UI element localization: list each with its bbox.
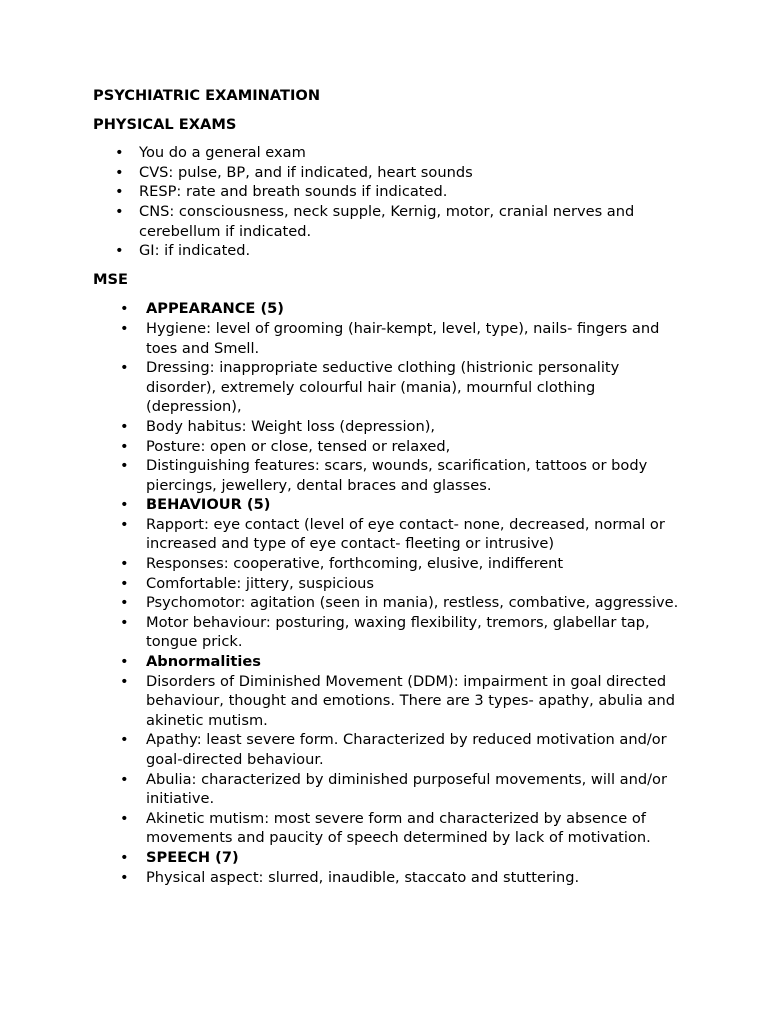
bullet-icon: • — [120, 613, 129, 631]
list-item-text: Abulia: characterized by diminished purposeful movements, will and/or initiative. — [146, 770, 667, 808]
list-item-text: Comfortable: jittery, suspicious — [146, 574, 374, 592]
list-item-text: Posture: open or close, tensed or relaxed, — [146, 437, 451, 455]
list-item — [93, 672, 693, 731]
bullet-icon: • — [120, 515, 129, 533]
list-item-text: BEHAVIOUR (5) — [146, 496, 271, 514]
bullet-icon: • — [120, 731, 129, 749]
list-item-text: APPEARANCE (5) — [146, 300, 284, 318]
list-item-text: Hygiene: level of grooming (hair-kempt, level, type), nails- fingers and toes and Smell. — [146, 319, 660, 357]
bullet-icon: • — [120, 359, 129, 377]
mse-heading: MSE — [93, 270, 129, 288]
list-item-text: Apathy: least severe form. Characterized by reduced motivation and/or goal-directed behaviour. — [146, 731, 667, 768]
list-item — [93, 495, 693, 515]
mse-list — [93, 299, 693, 887]
list-item-text: Body habitus: Weight loss (depression), — [146, 417, 436, 435]
list-item-text: GI: if indicated. — [139, 242, 251, 260]
list-item-text: Motor behaviour: posturing, waxing flexibility, tremors, glabellar tap, tongue prick. — [146, 613, 650, 651]
bullet-icon: • — [115, 144, 124, 162]
bullet-icon: • — [120, 457, 129, 475]
list-item-text: SPEECH (7) — [146, 848, 239, 866]
bullet-icon: • — [115, 242, 124, 260]
bullet-icon: • — [120, 300, 129, 318]
document-page — [93, 86, 693, 887]
bullet-icon: • — [120, 555, 129, 573]
list-item-text: CNS: consciousness, neck supple, Kernig, motor, cranial nerves and cerebellum if indicated. — [139, 202, 635, 240]
list-item-text: Rapport: eye contact (level of eye contact- none, decreased, normal or increased and type of eye contact- fleeting or intrusive) — [146, 515, 665, 553]
bullet-icon: • — [120, 574, 129, 592]
bullet-icon: • — [115, 202, 124, 220]
physical-exams-heading: PHYSICAL EXAMS — [93, 115, 237, 133]
list-item-text: You do a general exam — [139, 144, 306, 162]
list-item — [93, 182, 693, 202]
list-item — [93, 319, 693, 358]
list-item-text: Physical aspect: slurred, inaudible, staccato and stuttering. — [146, 868, 580, 886]
physical-exams-list — [93, 143, 693, 261]
bullet-icon: • — [120, 319, 129, 337]
list-item — [93, 417, 693, 437]
bullet-icon: • — [120, 770, 129, 788]
list-item-text: Disorders of Diminished Movement (DDM): impairment in goal directed behaviour, thought and emotions. There are 3 types- apathy, abulia and akinetic mutism. — [146, 672, 676, 729]
list-item — [93, 515, 693, 554]
page-title: PSYCHIATRIC EXAMINATION — [93, 87, 321, 104]
list-item-text: Akinetic mutism: most severe form and characterized by absence of movements and paucity of speech determined by lack of motivation. — [146, 809, 651, 847]
list-item — [93, 241, 693, 261]
list-item — [93, 456, 693, 495]
bullet-icon: • — [120, 868, 129, 886]
list-item — [93, 770, 693, 809]
list-item-text: Responses: cooperative, forthcoming, elusive, indifferent — [146, 555, 564, 573]
list-item — [93, 593, 693, 613]
bullet-icon: • — [120, 848, 129, 866]
list-item — [93, 143, 693, 163]
list-item — [93, 554, 693, 574]
list-item-text: Distinguishing features: scars, wounds, scarification, tattoos or body piercings, jewellery, dental braces and glasses. — [146, 457, 648, 494]
bullet-icon: • — [120, 809, 129, 827]
list-item-text: Dressing: inappropriate seductive clothing (histrionic personality disorder), extremely colourful hair (mania), mournful clothing (depression), — [146, 359, 620, 416]
list-item — [93, 299, 693, 319]
bullet-icon: • — [115, 183, 124, 201]
list-item — [93, 868, 693, 888]
bullet-icon: • — [120, 672, 129, 690]
bullet-icon: • — [115, 163, 124, 181]
bullet-icon: • — [120, 496, 129, 514]
bullet-icon: • — [120, 653, 129, 671]
list-item — [93, 358, 693, 417]
list-item — [93, 163, 693, 183]
list-item-text: RESP: rate and breath sounds if indicated. — [139, 183, 448, 201]
list-item — [93, 652, 693, 672]
bullet-icon: • — [120, 417, 129, 435]
list-item-text: Abnormalities — [146, 653, 261, 671]
list-item — [93, 848, 693, 868]
bullet-icon: • — [120, 594, 129, 612]
list-item-text: Psychomotor: agitation (seen in mania), restless, combative, aggressive. — [146, 594, 679, 612]
list-item — [93, 574, 693, 594]
bullet-icon: • — [120, 437, 129, 455]
list-item — [93, 730, 693, 769]
list-item — [93, 437, 693, 457]
list-item — [93, 613, 693, 652]
list-item-text: CVS: pulse, BP, and if indicated, heart sounds — [139, 163, 473, 181]
list-item — [93, 202, 693, 241]
list-item — [93, 809, 693, 848]
